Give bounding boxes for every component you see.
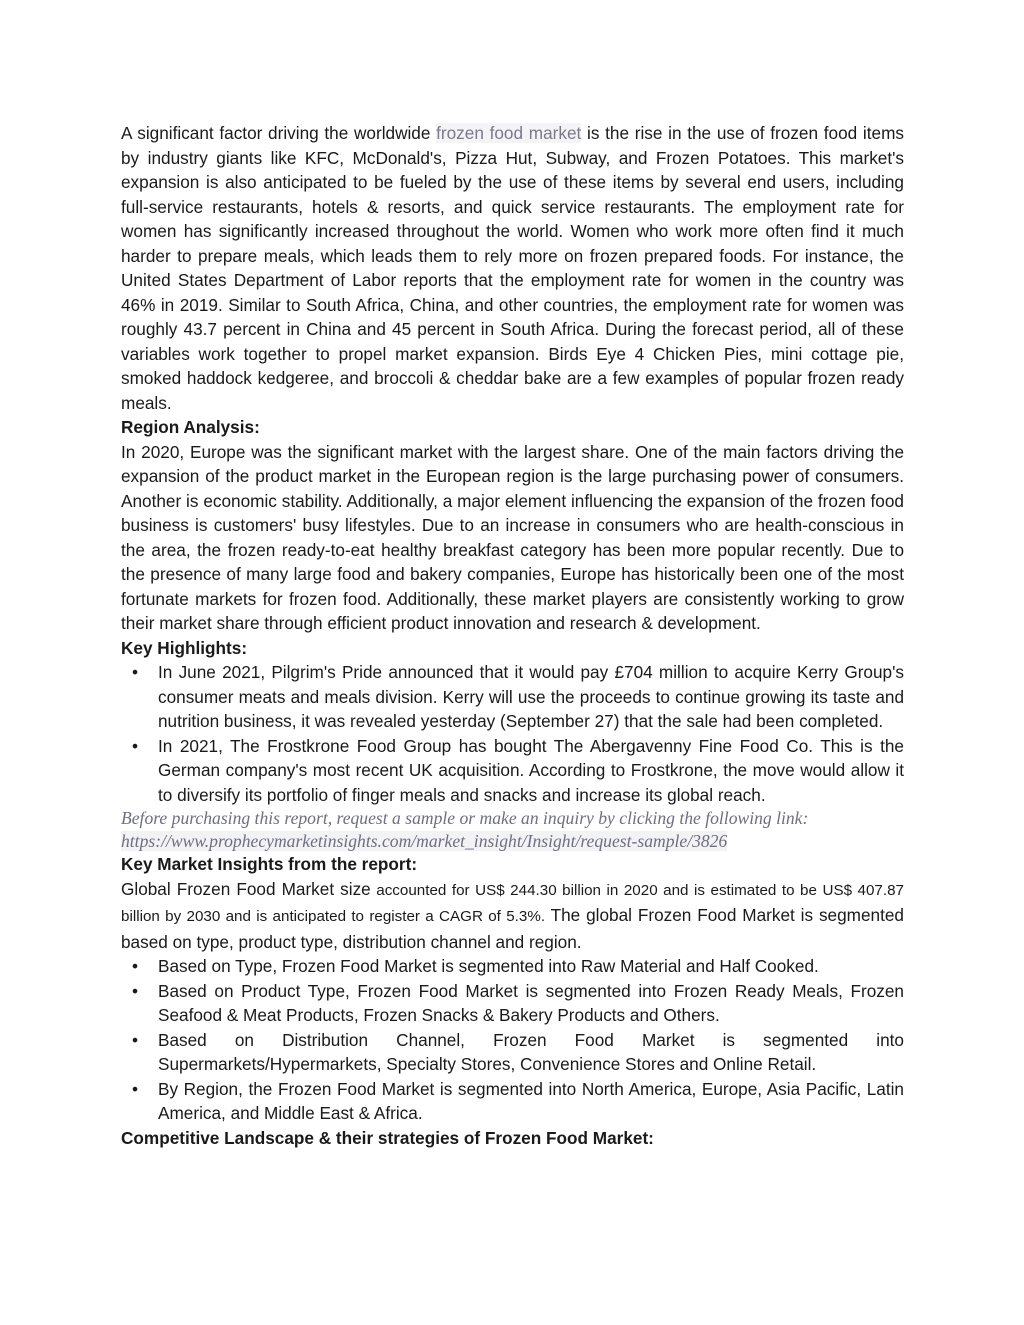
region-analysis-heading: Region Analysis: [121,417,260,437]
key-market-insights-heading: Key Market Insights from the report: [121,854,418,874]
key-highlights-heading: Key Highlights: [121,637,248,658]
intro-paragraph [121,121,904,415]
segmentation-list [121,954,904,1126]
market-size-lead: Global Frozen Food Market size [121,878,371,899]
market-size-tail: The global Frozen Food Market is segmented based on type, product type, distribution channel and region. [121,905,904,952]
bullet-icon: • [131,1078,139,1099]
market-size-figures: accounted for US$ 244.30 billion in 2020 and is estimated to be US$ 407.87 billion by 2030 and is anticipated to register a CAGR of 5.3%. [121,881,904,925]
document-page [121,121,904,1150]
key-highlights-list [121,660,904,807]
bullet-icon: • [131,956,139,976]
bullet-icon: • [131,980,139,1001]
intro-text-start: A significant factor driving the worldwide [121,123,437,143]
market-size-paragraph [121,877,904,955]
frozen-food-market-link[interactable]: frozen food market [436,123,582,143]
intro-text-rest: is the rise in the use of frozen food items by industry giants like KFC, McDonald's, Pizza Hut, Subway, and Frozen Potatoes. This market's expansion is also anticipated to be fueled by the use of these items by several end users, including full-service restaurants, hotels & resorts, and quick service restaurants. The employment rate for women has significantly increased throughout the world. Women who work more often find it much harder to prepare meals, which leads them to rely more on frozen prepared foods. For instance, the United States Department of Labor reports that the employment rate for women in the country was 46% in 2019. Similar to South Africa, China, and other countries, the employment rate for women was roughly 43.7 percent in China and 45 percent in South Africa. During the forecast period, all of these variables work together to propel market expansion. Birds Eye 4 Chicken Pies, mini cottage pie, smoked haddock kedgeree, and broccoli & cheddar bake are a few examples of popular frozen ready meals. [121,123,904,413]
list-item: • Based on Product Type, Frozen Food Market is segmented into Frozen Ready Meals, Frozen Seafood & Meat Products, Frozen Snacks & Bakery Products and Others. [121,979,904,1028]
list-item: • By Region, the Frozen Food Market is segmented into North America, Europe, Asia Pacific, Latin America, and Middle East & Africa. [121,1077,904,1126]
list-item: • Based on Type, Frozen Food Market is segmented into Raw Material and Half Cooked. [121,954,904,979]
bullet-icon: • [131,735,139,756]
competitive-landscape-heading: Competitive Landscape & their strategies of Frozen Food Market: [121,1127,654,1148]
bullet-icon: • [131,662,139,682]
list-item: • In 2021, The Frostkrone Food Group has bought The Abergavenny Fine Food Co. This is the German company's most recent UK acquisition. According to Frostkrone, the move would allow it to diversify its portfolio of finger meals and snacks and increase its global reach. [121,734,904,808]
region-analysis-paragraph: In 2020, Europe was the significant market with the largest share. One of the main factors driving the expansion of the product market in the European region is the large purchasing power of consumers. Another is economic stability. Additionally, a major element influencing the expansion of the frozen food business is customers' busy lifestyles. Due to an increase in consumers who are health-conscious in the area, the frozen ready-to-eat healthy breakfast category has been more popular recently. Due to the presence of many large food and bakery companies, Europe has historically been one of the most fortunate markets for frozen food. Additionally, these market players are consistently working to grow their market share through efficient product innovation and research & development. [121,441,904,633]
sample-request-link[interactable]: https://www.prophecymarketinsights.com/market_insight/Insight/request-sample/3826 [121,830,728,851]
bullet-icon: • [131,1029,139,1050]
list-item: • In June 2021, Pilgrim's Pride announced that it would pay £704 million to acquire Kerry Group's consumer meats and meals division. Kerry will use the proceeds to continue growing its taste and nutrition business, it was revealed yesterday (September 27) that the sale had been completed. [121,660,904,734]
sample-request-note: Before purchasing this report, request a sample or make an inquiry by clicking the following link: [121,808,809,828]
list-item: • Based on Distribution Channel, Frozen Food Market is segmented into Supermarkets/Hypermarkets, Specialty Stores, Convenience Stores and Online Retail. [121,1028,904,1077]
